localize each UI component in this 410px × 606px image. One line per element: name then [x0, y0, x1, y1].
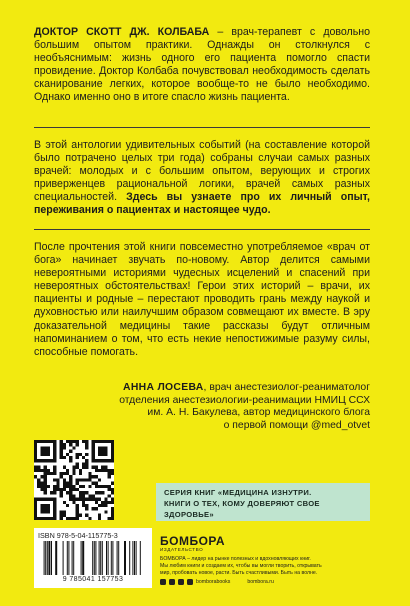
barcode-bars: [38, 541, 148, 575]
series-banner: [156, 483, 370, 521]
review-signature: [108, 382, 370, 432]
author-intro: [34, 26, 370, 105]
reviewer-name: АННА ЛОСЕВА: [123, 382, 204, 393]
author-intro-text: – врач-терапевт с довольно большим опытом практики. Однажды он столкнулся с необъяснимым: жизнь одного его пациента помогло спасти провидение. Доктор Колбаба почувствовал необходимость сделать сканирование легких, которое вообще-то не было необходимо. Однако именно оно в итоге спасло жизнь пациента.: [34, 26, 371, 104]
reviewer-blog: о первой помощи @med_otvet: [223, 419, 370, 431]
barcode-digits: 9 785041 157753: [62, 576, 124, 583]
series-line-1: СЕРИЯ КНИГ «МЕДИЦИНА ИЗНУТРИ.: [164, 488, 312, 497]
author-name: ДОКТОР СКОТТ ДЖ. КОЛБАБА: [34, 26, 210, 38]
social-icon[interactable]: [160, 579, 166, 585]
barcode: [34, 528, 152, 588]
reviewer-role: , врач анестезиолог-реаниматолог: [203, 382, 370, 393]
social-icon[interactable]: [178, 579, 184, 585]
social-handle[interactable]: bomborabooks: [196, 579, 231, 585]
social-icon[interactable]: [187, 579, 193, 585]
review-paragraph: [34, 241, 370, 359]
review-text: После прочтения этой книги повсеместно употребляемое «врач от бога» начинает звучать по-новому. Автор делится самыми невероятными историями чудесных исцелений и спасений при невероятных обстоятельствах! Герои этих историй – врачи, их пациенты и родные – перестают проводить грань между наукой и духовностью или наилучшим образом совмещают их вместе. В эру доказательной медицины такие рассказы будут отличным напоминанием о том, что есть некие непостижимые разуму силы, способные помогать.: [34, 241, 370, 358]
reviewer-organization: им. А. Н. Бакулева, автор медицинского блога: [147, 407, 370, 419]
anthology-paragraph: [34, 139, 370, 218]
publisher-desc-line: Мы любим книги и создаем их, чтобы вы могли творить, открывать: [160, 562, 322, 569]
divider: [34, 127, 370, 128]
social-icon[interactable]: [169, 579, 175, 585]
publisher-subtitle: ИЗДАТЕЛЬСТВО: [160, 547, 204, 552]
publisher-desc-line: БОМБОРА – лидер на рынке полезных и вдохновляющих книг.: [160, 556, 311, 562]
series-line-2: КНИГИ О ТЕХ, КОМУ ДОВЕРЯЮТ СВОЕ ЗДОРОВЬЕ»: [164, 499, 320, 519]
website-link[interactable]: bombora.ru: [247, 579, 274, 585]
reviewer-department: отделения анестезиологии-реанимации НМИЦ ССХ: [119, 394, 370, 406]
publisher-links: [160, 579, 374, 585]
publisher-description: [160, 556, 374, 576]
divider: [34, 229, 370, 230]
publisher-logo: [160, 534, 225, 552]
publisher-name: БОМБОРА: [160, 534, 226, 548]
isbn-label: ISBN 978-5-04-115775-3: [38, 531, 118, 540]
publisher-desc-line: мир, пробовать новое, расти. Быть счастливыми. Быть на волне.: [160, 569, 318, 576]
qr-code[interactable]: [34, 440, 114, 520]
anthology-bold-text: Здесь вы узнаете про их личный опыт, переживания о пациентах и настоящее чудо.: [34, 191, 370, 217]
anthology-text: В этой антологии удивительных событий (на составление которой было потрачено целых три года) собраны случаи самых разных врачей: молодых и с большим опытом, верующих и строгих приверженцев рациональной логики, врачей самых разных специальностей.: [34, 139, 370, 204]
